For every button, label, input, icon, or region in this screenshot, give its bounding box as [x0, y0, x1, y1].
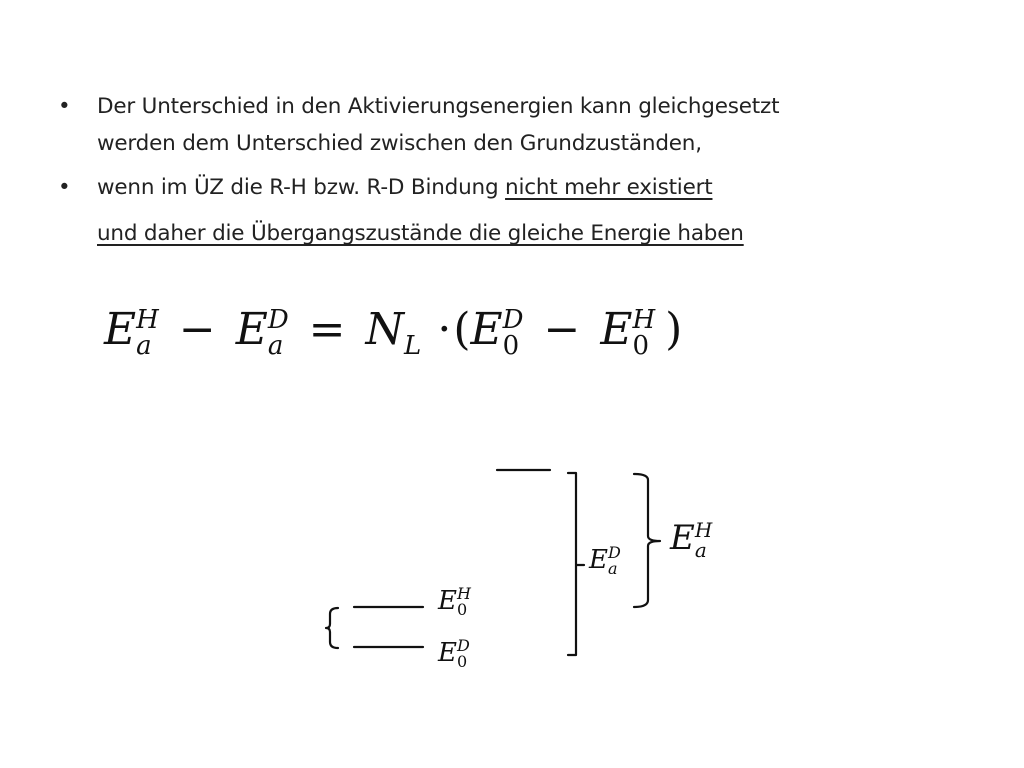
minus-sign: −	[543, 304, 581, 355]
sup-sub	[695, 520, 712, 560]
bullet-1-line-2: werden dem Unterschied zwischen den Grundzuständen,	[97, 131, 702, 156]
subscript: 0	[632, 330, 650, 361]
symbol-base: E	[235, 304, 268, 355]
symbol-base: N	[365, 304, 405, 355]
superscript: D	[502, 304, 524, 335]
subscript: 0	[456, 600, 468, 619]
bullet-2-text: wenn im ÜZ die R-H bzw. R-D Bindung	[97, 175, 506, 200]
subscript: a	[267, 330, 284, 361]
symbol-base: E	[670, 518, 695, 558]
subscript: a	[694, 538, 707, 562]
subscript: a	[607, 559, 618, 578]
bullet-2-underlined-text: nicht mehr existiert	[505, 175, 713, 200]
activation-h-brace	[634, 474, 660, 607]
sup-sub	[457, 638, 470, 670]
superscript: H	[694, 518, 713, 542]
superscript: H	[136, 304, 159, 335]
left-paren: (	[453, 304, 471, 355]
bullet-1-line-1: Der Unterschied in den Aktivierungsenergien kann gleichgesetzt	[97, 94, 780, 119]
superscript: H	[456, 584, 471, 603]
right-paren: )	[665, 304, 683, 355]
symbol-base: E	[104, 304, 137, 355]
superscript: H	[632, 304, 656, 335]
ground-state-difference-brace	[326, 608, 338, 648]
bullet-2-underlined-continuation: und daher die Übergangszustände die gleiche Energie haben	[97, 221, 744, 246]
superscript: D	[267, 304, 289, 335]
symbol-base: E	[470, 304, 503, 355]
sup-sub	[457, 586, 471, 618]
superscript: D	[456, 636, 470, 655]
label-ea-h	[670, 518, 712, 560]
equals-sign: =	[308, 304, 346, 355]
symbol-base: E	[589, 545, 608, 575]
bullet-marker: •	[58, 94, 71, 119]
label-e0-h	[438, 586, 471, 618]
superscript: D	[607, 543, 621, 562]
subscript: L	[404, 330, 422, 361]
label-e0-d	[438, 638, 470, 670]
bullet-marker: •	[58, 175, 71, 200]
minus-sign: −	[178, 304, 216, 355]
multiply-dot: ·	[437, 304, 452, 355]
symbol-base: E	[438, 586, 457, 616]
symbol-base: E	[438, 638, 457, 668]
activation-d-bracket	[568, 473, 584, 655]
sup-sub	[608, 545, 621, 577]
subscript: a	[136, 330, 152, 361]
subscript: 0	[456, 652, 468, 671]
subscript: 0	[502, 330, 520, 361]
label-ea-d	[589, 545, 621, 577]
symbol-base: E	[600, 304, 633, 355]
